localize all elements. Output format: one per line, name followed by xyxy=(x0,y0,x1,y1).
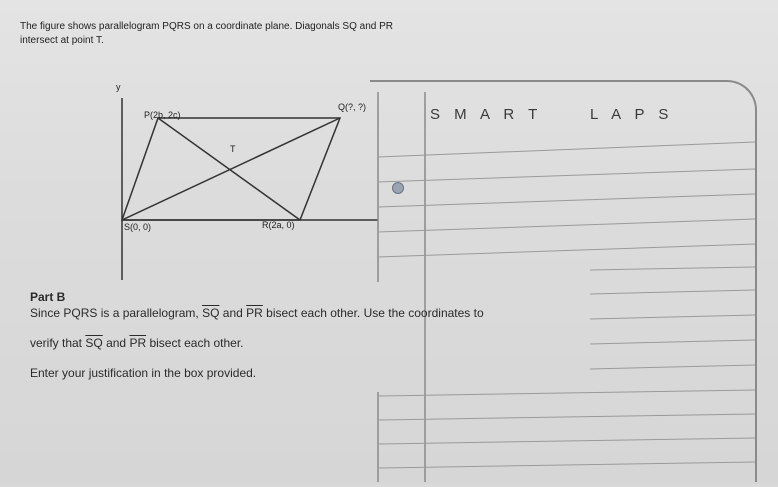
point-r-label: R(2a, 0) xyxy=(262,220,295,230)
notebook-rule xyxy=(378,438,755,444)
notebook-overlay xyxy=(370,80,757,482)
y-axis-label: y xyxy=(116,82,121,92)
intro-text xyxy=(20,20,500,48)
notebook-rule xyxy=(590,340,755,344)
question-text: Since PQRS is a parallelogram, xyxy=(30,306,199,320)
notebook-rule xyxy=(378,390,755,396)
notebook-rule xyxy=(590,365,755,369)
segment-sq: $\overline{SQ}$ xyxy=(85,336,103,350)
intro-line-1: The figure shows parallelogram PQRS on a coordinate plane. Diagonals SQ and PR xyxy=(20,21,393,32)
notebook-rule xyxy=(378,169,755,182)
notebook-rule xyxy=(378,219,755,232)
parallelogram-figure xyxy=(90,80,380,280)
notebook-rule xyxy=(378,142,755,157)
point-t-label: T xyxy=(230,144,236,154)
question-line-1 xyxy=(30,306,484,320)
figure-svg xyxy=(90,80,380,280)
point-p-label: P(2b, 2c) xyxy=(144,110,181,120)
notebook-brand-laps: L A P S xyxy=(590,106,674,123)
notebook-rule xyxy=(590,315,755,319)
point-s-label: S(0, 0) xyxy=(124,222,152,232)
instruction-text: Enter your justification in the box provided. xyxy=(30,366,257,380)
question-text: and xyxy=(106,336,127,350)
question-text: bisect each other. Use the coordinates to xyxy=(266,306,484,320)
notebook-rule xyxy=(378,244,755,257)
segment-pr: $\overline{PR}$ xyxy=(129,336,147,350)
notebook-rule xyxy=(378,462,755,468)
question-text: bisect each other. xyxy=(149,336,244,350)
intro-line-2: intersect at point T. xyxy=(20,35,104,46)
diagonal-pr xyxy=(158,118,300,220)
notebook-brand-smart: S M A R T xyxy=(430,106,543,123)
part-b-heading: Part B xyxy=(30,290,66,304)
notebook-lines xyxy=(370,82,755,482)
question-text: verify that xyxy=(30,336,83,350)
binder-ring-icon xyxy=(392,182,404,194)
point-q-label: Q(?, ?) xyxy=(338,102,367,112)
notebook-rule xyxy=(590,290,755,294)
notebook-rule xyxy=(378,194,755,207)
segment-sq: $\overline{SQ}$ xyxy=(202,306,220,320)
diagonal-sq xyxy=(122,118,340,220)
segment-pr: $\overline{PR}$ xyxy=(246,306,263,320)
question-line-2 xyxy=(30,336,244,350)
question-text: and xyxy=(222,306,243,320)
notebook-rule xyxy=(378,414,755,420)
notebook-rule xyxy=(590,267,755,270)
